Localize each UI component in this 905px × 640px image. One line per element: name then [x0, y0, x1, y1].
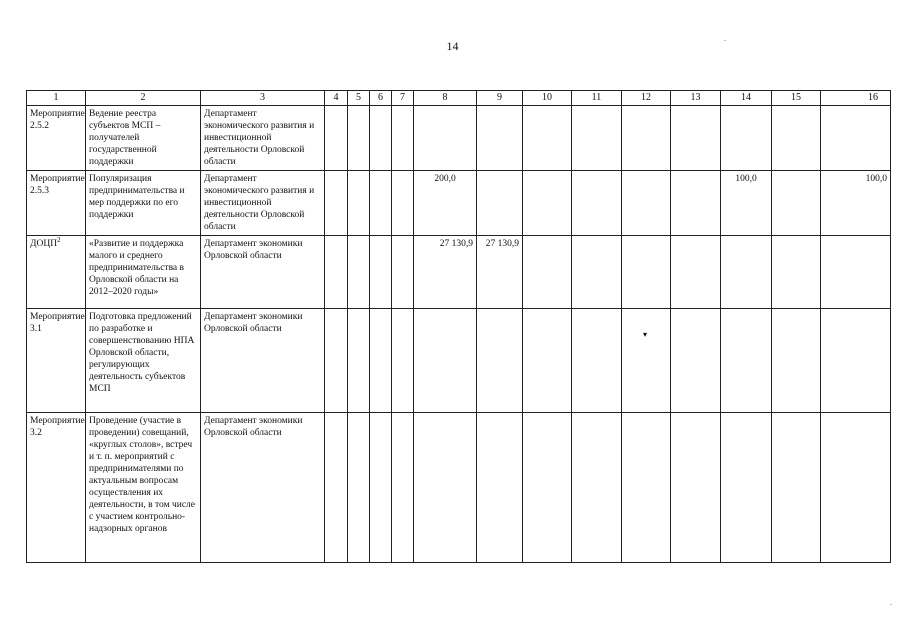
table-row	[27, 171, 891, 236]
col-header-16: 16	[821, 91, 891, 106]
row-executor: Департамент экономики Орловской области	[201, 236, 325, 309]
cell-col8: 27 130,9	[414, 236, 477, 309]
cell-col9	[477, 171, 523, 236]
col-header-12: 12	[622, 91, 671, 106]
cell-col8	[414, 413, 477, 563]
row-code: Мероприятие 2.5.3	[27, 171, 86, 236]
col-header-7: 7	[392, 91, 414, 106]
table-row	[27, 309, 891, 413]
cell-col8	[414, 309, 477, 413]
cell-col14	[721, 236, 772, 309]
cell-col16	[821, 309, 891, 413]
col-header-9: 9	[477, 91, 523, 106]
col-header-3: 3	[201, 91, 325, 106]
cell-col9	[477, 413, 523, 563]
row-code: Мероприятие 3.1	[27, 309, 86, 413]
cell-col16	[821, 236, 891, 309]
col-header-2: 2	[86, 91, 201, 106]
col-header-13: 13	[671, 91, 721, 106]
cell-col16	[821, 106, 891, 171]
cell-col16: 100,0	[821, 171, 891, 236]
col-header-14: 14	[721, 91, 772, 106]
table-row	[27, 106, 891, 171]
scan-speck	[724, 40, 726, 41]
row-code-text: ДОЦП	[30, 239, 58, 249]
col-header-8: 8	[414, 91, 477, 106]
table-row	[27, 413, 891, 563]
cell-col14	[721, 309, 772, 413]
scan-tick-mark: ▾	[643, 330, 648, 339]
col-header-11: 11	[572, 91, 622, 106]
footnote-marker: 2	[57, 235, 61, 244]
col-header-15: 15	[772, 91, 821, 106]
row-name: Проведение (участие в проведении) совещаний, «круглых столов», встреч и т. п. мероприятий с предпринимателями по актуальным вопросам осуществления их деятельности, в том числе с участием контрольно-надзорных органов	[86, 413, 201, 563]
row-executor: Департамент экономического развития и инвестиционной деятельности Орловской области	[201, 106, 325, 171]
header-row	[27, 91, 891, 106]
row-executor: Департамент экономического развития и инвестиционной деятельности Орловской области	[201, 171, 325, 236]
cell-col8: 200,0	[414, 171, 477, 236]
row-name: Подготовка предложений по разработке и совершенствованию НПА Орловской области, регулирующих деятельность субъектов МСП	[86, 309, 201, 413]
row-code	[27, 236, 86, 309]
col-header-4: 4	[325, 91, 348, 106]
col-header-6: 6	[370, 91, 392, 106]
cell-col16	[821, 413, 891, 563]
scan-speck	[890, 604, 892, 605]
cell-col14: 100,0	[721, 171, 772, 236]
table-row	[27, 236, 891, 309]
page-number: 14	[446, 39, 459, 53]
row-executor: Департамент экономики Орловской области	[201, 413, 325, 563]
row-code: Мероприятие 2.5.2	[27, 106, 86, 171]
row-name: Ведение реестра субъектов МСП – получателей государственной поддержки	[86, 106, 201, 171]
col-header-1: 1	[27, 91, 86, 106]
row-name: «Развитие и поддержка малого и среднего предпринимательства в Орловской области на 2012–2020 годы»	[86, 236, 201, 309]
cell-col9: 27 130,9	[477, 236, 523, 309]
col-header-10: 10	[523, 91, 572, 106]
cell-col8	[414, 106, 477, 171]
cell-col14	[721, 413, 772, 563]
row-executor: Департамент экономики Орловской области	[201, 309, 325, 413]
cell-col9	[477, 106, 523, 171]
col-header-5: 5	[348, 91, 370, 106]
row-code: Мероприятие 3.2	[27, 413, 86, 563]
program-table	[26, 90, 891, 563]
cell-col9	[477, 309, 523, 413]
cell-col14	[721, 106, 772, 171]
row-name: Популяризация предпринимательства и мер поддержки по его поддержки	[86, 171, 201, 236]
